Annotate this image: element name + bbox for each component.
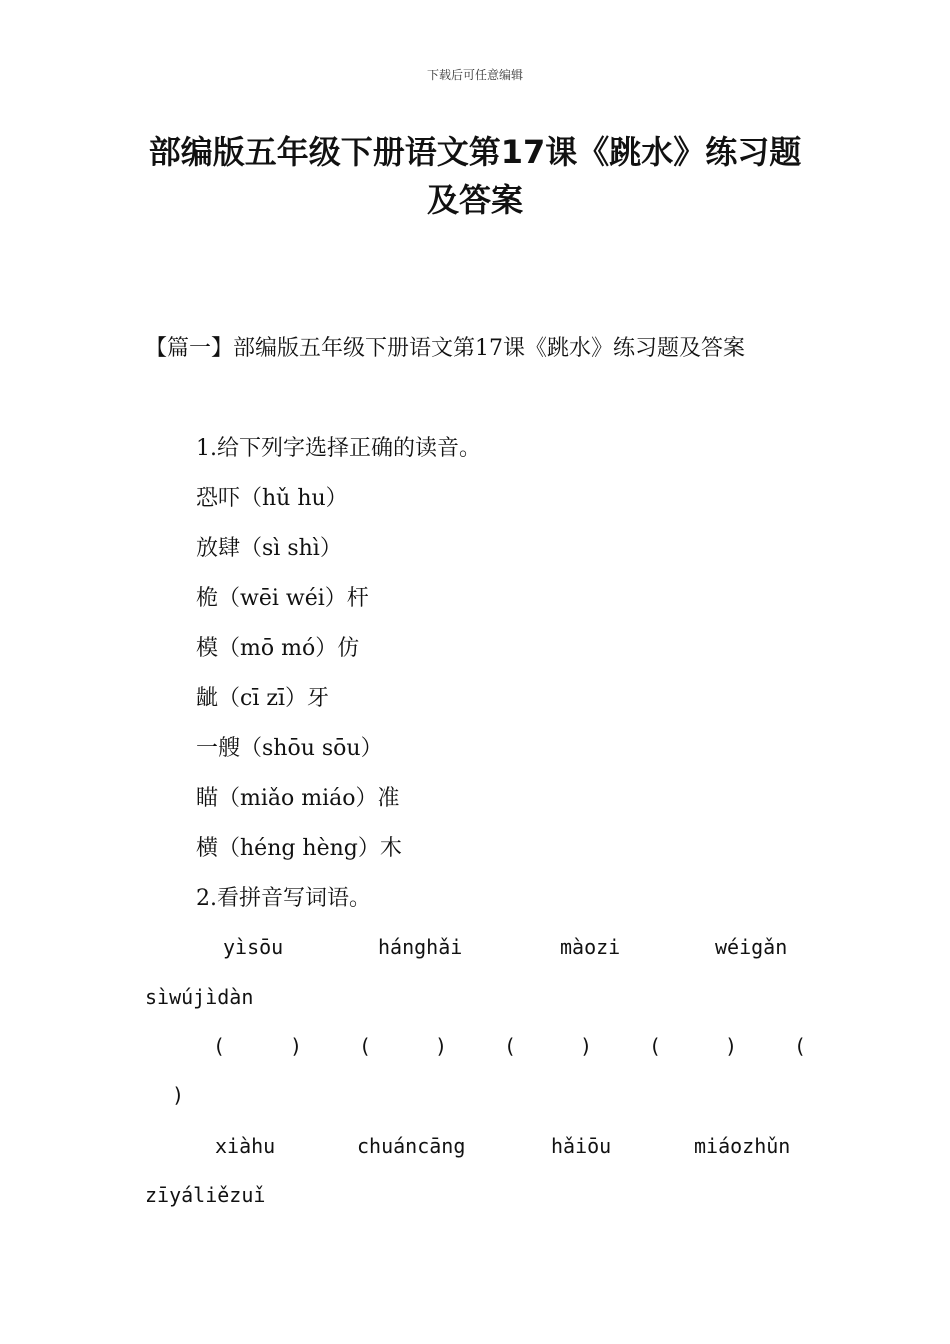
answer-brackets-row-wrap xyxy=(145,1070,810,1120)
question-2-prompt: 2.看拼音写词语。 xyxy=(196,886,371,911)
pinyin-word: yìsōu xyxy=(223,935,284,959)
bracket-close: ) xyxy=(725,1034,738,1058)
pronunciation-item: 桅（wēi wéi）杆 xyxy=(196,586,369,611)
bracket-open: ( xyxy=(504,1034,517,1058)
pinyin-row-1 xyxy=(145,922,810,972)
document-title: 部编版五年级下册语文第17课《跳水》练习题及答案 xyxy=(148,133,802,219)
bracket-open: ( xyxy=(649,1034,662,1058)
pinyin-word: hánghǎi xyxy=(378,935,463,959)
pinyin-row-2 xyxy=(145,1121,810,1171)
question-1-prompt: 1.给下列字选择正确的读音。 xyxy=(196,436,481,461)
pinyin-word: chuáncāng xyxy=(357,1134,466,1158)
pinyin-word: màozi xyxy=(560,935,621,959)
bracket-open: ( xyxy=(213,1034,226,1058)
bracket-open: ( xyxy=(794,1034,807,1058)
pinyin-word: wéigǎn xyxy=(715,935,788,959)
header-note: 下载后可任意编辑 xyxy=(426,68,523,82)
pronunciation-item: 横（héng hèng）木 xyxy=(196,836,402,861)
pronunciation-item: 恐吓（hǔ hu） xyxy=(196,486,348,511)
pronunciation-item: 放肆（sì shì） xyxy=(196,536,342,561)
bracket-open: ( xyxy=(359,1034,372,1058)
pinyin-word: hǎiōu xyxy=(551,1134,612,1158)
pinyin-word: xiàhu xyxy=(215,1134,276,1158)
section-heading: 【篇一】部编版五年级下册语文第17课《跳水》练习题及答案 xyxy=(145,336,745,361)
pinyin-row-1-wrap xyxy=(145,972,810,1022)
pronunciation-item: 一艘（shōu sōu） xyxy=(196,736,383,761)
pinyin-word: zīyáliězuǐ xyxy=(145,1183,266,1207)
bracket-close: ) xyxy=(172,1083,185,1107)
pinyin-word: miáozhǔn xyxy=(694,1134,791,1158)
pronunciation-item: 模（mō mó）仿 xyxy=(196,636,360,661)
pinyin-row-2-wrap xyxy=(145,1170,810,1220)
bracket-close: ) xyxy=(580,1034,593,1058)
answer-brackets-row xyxy=(145,1021,810,1071)
bracket-close: ) xyxy=(435,1034,448,1058)
bracket-close: ) xyxy=(290,1034,303,1058)
pronunciation-item: 龇（cī zī）牙 xyxy=(196,686,329,711)
pinyin-word: sìwújìdàn xyxy=(145,985,254,1009)
pronunciation-item: 瞄（miǎo miáo）准 xyxy=(196,786,400,811)
